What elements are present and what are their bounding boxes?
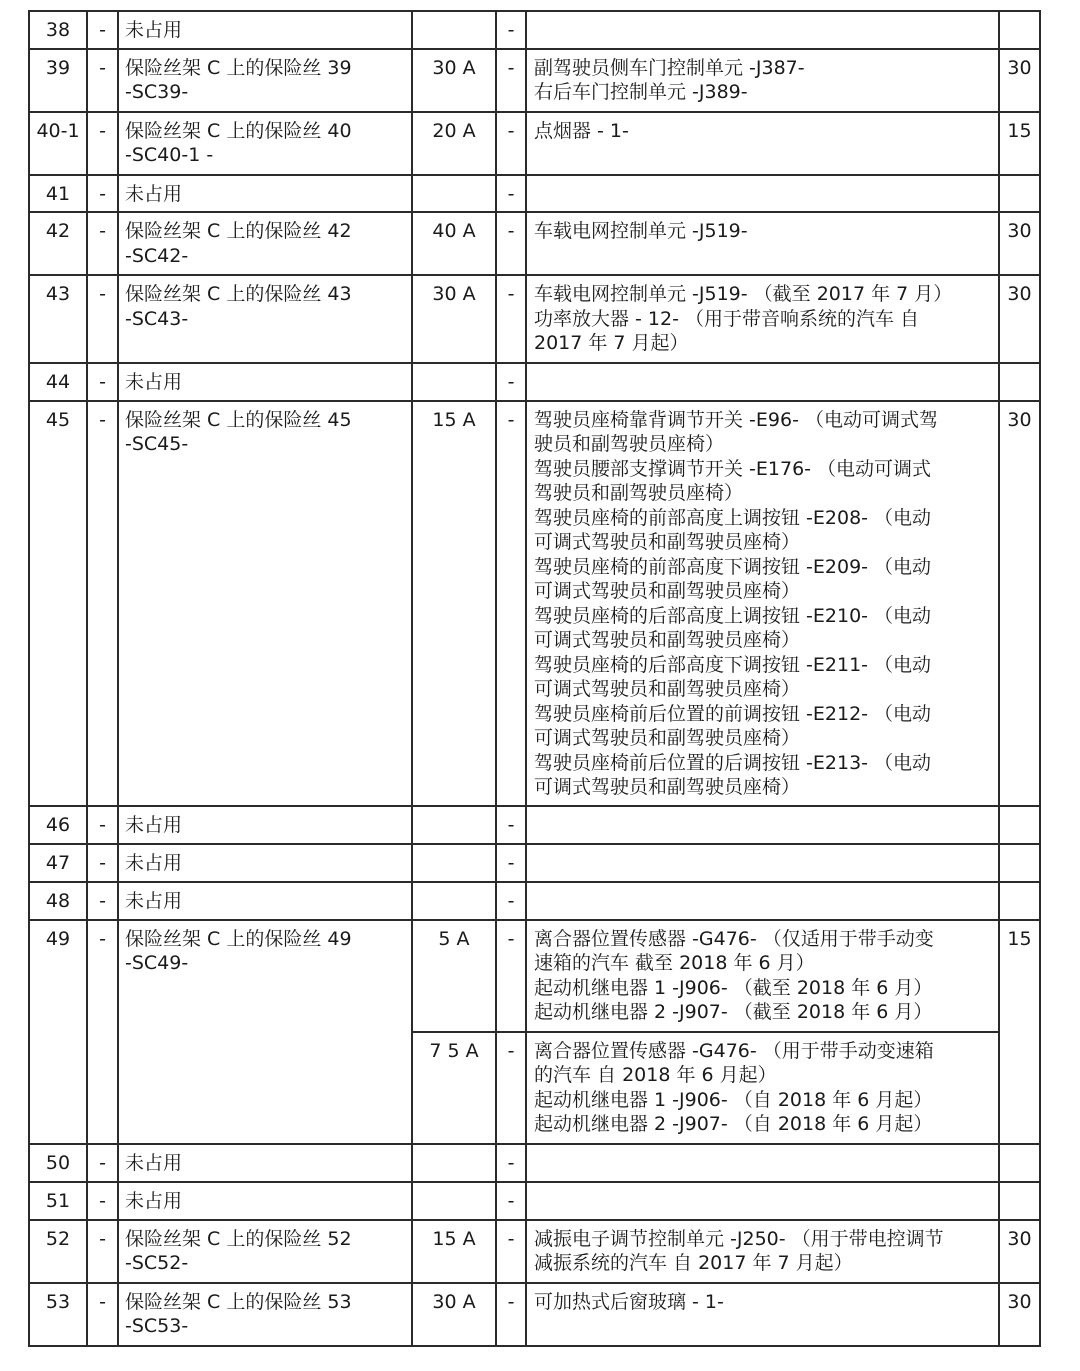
terminal-cell: [999, 11, 1040, 49]
fuse-name-line: 未占用: [125, 851, 183, 874]
terminal-cell: [999, 175, 1040, 213]
fuse-name-line: 保险丝架 C 上的保险丝 53: [125, 1290, 352, 1313]
dash-cell: [496, 1220, 526, 1283]
table-row: [29, 49, 1040, 112]
component-description-cell: [526, 49, 999, 112]
terminal-cell: [999, 212, 1040, 275]
table-row: [29, 1144, 1040, 1182]
table-row: [29, 1220, 1040, 1283]
dash-text: -: [507, 283, 515, 305]
dash-text: -: [507, 408, 515, 431]
amperage-value: 5 A: [438, 927, 470, 950]
dash-text: -: [99, 371, 106, 393]
dash-cell: [496, 1283, 526, 1346]
component-description-line: 点烟器 - 1-: [534, 119, 629, 142]
amperage-cell: [412, 363, 496, 401]
dash-cell: [87, 112, 118, 175]
component-description-cell: [526, 11, 999, 49]
fuse-name-line: 未占用: [125, 371, 183, 393]
component-description-line: 驾驶员座椅的前部高度下调按钮 -E209- （电动: [534, 555, 932, 578]
fuse-name-line: -SC42-: [125, 244, 189, 267]
fuse-name-line: -SC40-1 -: [125, 144, 214, 166]
terminal-value: 30: [1007, 220, 1032, 242]
fuse-name-cell: [118, 112, 412, 175]
dash-text: -: [99, 889, 106, 912]
dash-cell: [496, 1182, 526, 1220]
terminal-cell: [999, 1144, 1040, 1182]
component-description-line: 驾驶员座椅前后位置的前调按钮 -E212- （电动: [534, 702, 932, 725]
fuse-name-cell: [118, 1144, 412, 1182]
terminal-cell: [999, 920, 1040, 1144]
dash-text: -: [507, 371, 515, 393]
fuse-number: 49: [45, 927, 71, 950]
fuse-number-cell: [29, 882, 87, 920]
fuse-number: 39: [45, 56, 71, 79]
fuse-number-cell: [29, 1144, 87, 1182]
fuse-number-cell: [29, 1283, 87, 1346]
fuse-number: 51: [45, 1189, 71, 1212]
dash-text: -: [99, 220, 106, 242]
component-description-line: 减振电子调节控制单元 -J250- （用于带电控调节: [534, 1227, 944, 1250]
dash-cell: [87, 401, 118, 806]
dash-cell: [87, 1182, 118, 1220]
component-description-line: 可调式驾驶员和副驾驶员座椅）: [534, 629, 801, 651]
amperage-cell: [412, 1144, 496, 1182]
dash-text: -: [99, 182, 106, 205]
fuse-name-line: 保险丝架 C 上的保险丝 42: [125, 220, 352, 242]
component-description-cell: [526, 212, 999, 275]
table-row: [29, 1283, 1040, 1346]
dash-text: -: [99, 1227, 106, 1250]
dash-text: -: [99, 19, 106, 41]
component-description-line: 起动机继电器 1 -J906- （自 2018 年 6 月起）: [534, 1088, 933, 1111]
fuse-name-line: 未占用: [125, 182, 183, 205]
component-description-cell: [526, 1032, 999, 1144]
fuse-name-line: 保险丝架 C 上的保险丝 39: [125, 56, 352, 79]
fuse-number: 52: [45, 1227, 71, 1250]
fuse-name-cell: [118, 275, 412, 363]
amperage-cell: [412, 49, 496, 112]
terminal-cell: [999, 1182, 1040, 1220]
amperage-cell: [412, 882, 496, 920]
dash-text: -: [99, 283, 106, 305]
terminal-cell: [999, 112, 1040, 175]
dash-cell: [87, 1220, 118, 1283]
terminal-cell: [999, 401, 1040, 806]
component-description-cell: [526, 1182, 999, 1220]
terminal-cell: [999, 844, 1040, 882]
dash-text: -: [99, 408, 106, 431]
dash-cell: [496, 212, 526, 275]
fuse-number: 47: [45, 851, 71, 874]
fuse-number-cell: [29, 49, 87, 112]
amperage-cell: [412, 844, 496, 882]
dash-text: -: [507, 927, 515, 950]
component-description-line: 功率放大器 - 12- （用于带音响系统的汽车 自: [534, 307, 920, 330]
component-description-cell: [526, 275, 999, 363]
amperage-cell: [412, 806, 496, 844]
dash-cell: [496, 363, 526, 401]
table-row: [29, 920, 1040, 1032]
fuse-name-line: 未占用: [125, 813, 183, 836]
fuse-name-cell: [118, 401, 412, 806]
dash-cell: [496, 11, 526, 49]
dash-text: -: [507, 182, 515, 205]
fuse-number: 53: [45, 1290, 71, 1313]
dash-cell: [496, 112, 526, 175]
fuse-name-cell: [118, 1283, 412, 1346]
dash-text: -: [507, 19, 515, 41]
terminal-cell: [999, 49, 1040, 112]
fuse-number-cell: [29, 1220, 87, 1283]
fuse-number-cell: [29, 212, 87, 275]
dash-text: -: [99, 1189, 106, 1212]
component-description-cell: [526, 882, 999, 920]
fuse-name-line: 未占用: [125, 1151, 183, 1174]
terminal-value: 30: [1007, 283, 1032, 305]
dash-cell: [87, 1283, 118, 1346]
amperage-cell: [412, 920, 496, 1032]
component-description-line: 减振系统的汽车 自 2017 年 7 月起）: [534, 1252, 853, 1274]
table-row: [29, 11, 1040, 49]
amperage-cell: [412, 212, 496, 275]
dash-cell: [496, 920, 526, 1032]
amperage-cell: [412, 1032, 496, 1144]
dash-cell: [87, 49, 118, 112]
component-description-line: 驾驶员座椅靠背调节开关 -E96- （电动可调式驾: [534, 408, 938, 431]
dash-text: -: [507, 813, 515, 836]
fuse-name-cell: [118, 882, 412, 920]
component-description-line: 驾驶员座椅的后部高度下调按钮 -E211- （电动: [534, 653, 932, 676]
fuse-name-line: 保险丝架 C 上的保险丝 49: [125, 927, 352, 950]
table-row: [29, 844, 1040, 882]
component-description-cell: [526, 1144, 999, 1182]
component-description-cell: [526, 175, 999, 213]
fuse-assignment-table: [28, 10, 1041, 1347]
amperage-value: 30 A: [432, 1290, 476, 1313]
terminal-cell: [999, 1283, 1040, 1346]
component-description-line: 2017 年 7 月起）: [534, 332, 689, 354]
fuse-number: 44: [45, 371, 71, 393]
component-description-cell: [526, 920, 999, 1032]
terminal-value: 30: [1007, 1227, 1032, 1250]
terminal-cell: [999, 806, 1040, 844]
dash-text: -: [507, 1151, 515, 1174]
dash-cell: [496, 49, 526, 112]
component-description-cell: [526, 1220, 999, 1283]
component-description-line: 驶员和副驾驶员座椅）: [534, 433, 725, 455]
dash-text: -: [99, 119, 106, 142]
fuse-number-cell: [29, 11, 87, 49]
terminal-cell: [999, 882, 1040, 920]
dash-text: -: [99, 1290, 106, 1313]
amperage-cell: [412, 401, 496, 806]
fuse-name-cell: [118, 920, 412, 1144]
dash-text: -: [507, 1039, 515, 1062]
amperage-cell: [412, 11, 496, 49]
component-description-line: 的汽车 自 2018 年 6 月起）: [534, 1064, 777, 1086]
dash-text: -: [99, 927, 106, 950]
amperage-value: 20 A: [432, 119, 476, 142]
fuse-number: 41: [45, 182, 71, 205]
dash-cell: [496, 275, 526, 363]
dash-cell: [87, 175, 118, 213]
dash-text: -: [507, 851, 515, 874]
fuse-number: 40-1: [36, 119, 80, 142]
dash-text: -: [99, 1151, 106, 1174]
fuse-name-line: -SC43-: [125, 307, 189, 330]
table-row: [29, 806, 1040, 844]
amperage-value: 15 A: [432, 408, 476, 431]
dash-text: -: [507, 220, 515, 242]
fuse-number-cell: [29, 844, 87, 882]
table-body: [29, 11, 1040, 1346]
fuse-number-cell: [29, 112, 87, 175]
fuse-name-cell: [118, 844, 412, 882]
dash-cell: [496, 401, 526, 806]
fuse-number: 42: [45, 220, 71, 242]
amperage-cell: [412, 1283, 496, 1346]
dash-text: -: [99, 851, 106, 874]
dash-text: -: [99, 813, 106, 836]
component-description-line: 驾驶员和副驾驶员座椅）: [534, 482, 744, 504]
dash-cell: [496, 882, 526, 920]
terminal-cell: [999, 1220, 1040, 1283]
component-description-line: 可调式驾驶员和副驾驶员座椅）: [534, 580, 801, 602]
fuse-number: 50: [45, 1151, 71, 1174]
amperage-value: 15 A: [432, 1227, 476, 1250]
fuse-name-cell: [118, 49, 412, 112]
dash-cell: [87, 1144, 118, 1182]
fuse-name-cell: [118, 11, 412, 49]
fuse-name-line: 保险丝架 C 上的保险丝 43: [125, 283, 352, 305]
component-description-line: 驾驶员座椅的前部高度上调按钮 -E208- （电动: [534, 506, 932, 529]
fuse-number: 38: [45, 19, 71, 41]
component-description-cell: [526, 844, 999, 882]
amperage-cell: [412, 1220, 496, 1283]
terminal-cell: [999, 275, 1040, 363]
terminal-cell: [999, 363, 1040, 401]
table-row: [29, 175, 1040, 213]
dash-cell: [496, 1032, 526, 1144]
fuse-number: 45: [45, 408, 71, 431]
component-description-line: 可加热式后窗玻璃 - 1-: [534, 1290, 724, 1313]
component-description-line: 可调式驾驶员和副驾驶员座椅）: [534, 531, 801, 553]
dash-cell: [496, 844, 526, 882]
fuse-name-line: -SC49-: [125, 952, 189, 974]
fuse-number: 43: [45, 283, 71, 305]
terminal-value: 30: [1007, 1290, 1032, 1313]
component-description-cell: [526, 806, 999, 844]
fuse-number-cell: [29, 363, 87, 401]
dash-cell: [87, 275, 118, 363]
component-description-line: 可调式驾驶员和副驾驶员座椅）: [534, 727, 801, 749]
dash-cell: [87, 920, 118, 1144]
fuse-name-line: 未占用: [125, 19, 183, 41]
amperage-value: 7 5 A: [429, 1039, 479, 1062]
fuse-name-line: 保险丝架 C 上的保险丝 40: [125, 119, 352, 142]
component-description-line: 驾驶员座椅的后部高度上调按钮 -E210- （电动: [534, 604, 932, 627]
table-row: [29, 1182, 1040, 1220]
fuse-name-line: -SC53-: [125, 1315, 189, 1337]
terminal-value: 30: [1007, 56, 1032, 79]
fuse-name-cell: [118, 1220, 412, 1283]
amperage-cell: [412, 275, 496, 363]
fuse-number-cell: [29, 1182, 87, 1220]
fuse-name-cell: [118, 212, 412, 275]
dash-cell: [87, 806, 118, 844]
component-description-line: 离合器位置传感器 -G476- （仅适用于带手动变: [534, 927, 934, 950]
component-description-line: 起动机继电器 1 -J906- （截至 2018 年 6 月）: [534, 976, 933, 999]
amperage-value: 30 A: [432, 283, 476, 305]
dash-cell: [87, 11, 118, 49]
fuse-name-cell: [118, 806, 412, 844]
dash-cell: [87, 212, 118, 275]
fuse-number-cell: [29, 175, 87, 213]
dash-cell: [87, 844, 118, 882]
component-description-cell: [526, 363, 999, 401]
fuse-name-line: -SC52-: [125, 1252, 189, 1274]
dash-text: -: [507, 119, 515, 142]
fuse-number-cell: [29, 920, 87, 1144]
component-description-line: 起动机继电器 2 -J907- （截至 2018 年 6 月）: [534, 1001, 933, 1023]
fuse-name-line: 未占用: [125, 889, 183, 912]
component-description-line: 右后车门控制单元 -J389-: [534, 81, 748, 103]
component-description-line: 车载电网控制单元 -J519- （截至 2017 年 7 月）: [534, 283, 953, 305]
component-description-line: 驾驶员座椅前后位置的后调按钮 -E213- （电动: [534, 751, 932, 774]
dash-cell: [87, 882, 118, 920]
amperage-cell: [412, 1182, 496, 1220]
dash-cell: [496, 1144, 526, 1182]
fuse-number: 48: [45, 889, 71, 912]
fuse-name-cell: [118, 363, 412, 401]
component-description-line: 可调式驾驶员和副驾驶员座椅）: [534, 678, 801, 700]
fuse-name-line: 保险丝架 C 上的保险丝 52: [125, 1227, 352, 1250]
dash-text: -: [507, 1290, 515, 1313]
component-description-cell: [526, 1283, 999, 1346]
component-description-line: 可调式驾驶员和副驾驶员座椅）: [534, 776, 801, 798]
fuse-name-line: 保险丝架 C 上的保险丝 45: [125, 408, 352, 431]
amperage-cell: [412, 175, 496, 213]
table-row: [29, 882, 1040, 920]
dash-cell: [496, 806, 526, 844]
component-description-line: 副驾驶员侧车门控制单元 -J387-: [534, 56, 805, 79]
dash-text: -: [507, 889, 515, 912]
amperage-value: 40 A: [432, 220, 476, 242]
table-row: [29, 275, 1040, 363]
dash-text: -: [507, 1227, 515, 1250]
dash-cell: [496, 175, 526, 213]
terminal-value: 30: [1007, 408, 1032, 431]
fuse-name-line: 未占用: [125, 1189, 183, 1212]
dash-text: -: [507, 1189, 515, 1212]
fuse-number-cell: [29, 275, 87, 363]
fuse-name-cell: [118, 1182, 412, 1220]
table-row: [29, 401, 1040, 806]
component-description-line: 速箱的汽车 截至 2018 年 6 月）: [534, 952, 815, 974]
fuse-name-line: -SC45-: [125, 433, 189, 455]
component-description-line: 离合器位置传感器 -G476- （用于带手动变速箱: [534, 1039, 934, 1062]
table-row: [29, 112, 1040, 175]
amperage-cell: [412, 112, 496, 175]
terminal-value: 15: [1007, 927, 1032, 950]
dash-text: -: [99, 56, 106, 79]
fuse-name-cell: [118, 175, 412, 213]
table-row: [29, 363, 1040, 401]
table-row: [29, 212, 1040, 275]
dash-cell: [87, 363, 118, 401]
terminal-value: 15: [1007, 119, 1032, 142]
component-description-cell: [526, 112, 999, 175]
amperage-value: 30 A: [432, 56, 476, 79]
fuse-number-cell: [29, 401, 87, 806]
dash-text: -: [507, 56, 515, 79]
component-description-line: 车载电网控制单元 -J519-: [534, 220, 748, 242]
component-description-line: 起动机继电器 2 -J907- （自 2018 年 6 月起）: [534, 1113, 933, 1135]
fuse-number: 46: [45, 813, 71, 836]
component-description-cell: [526, 401, 999, 806]
fuse-number-cell: [29, 806, 87, 844]
fuse-name-line: -SC39-: [125, 81, 189, 103]
component-description-line: 驾驶员腰部支撑调节开关 -E176- （电动可调式: [534, 457, 932, 480]
